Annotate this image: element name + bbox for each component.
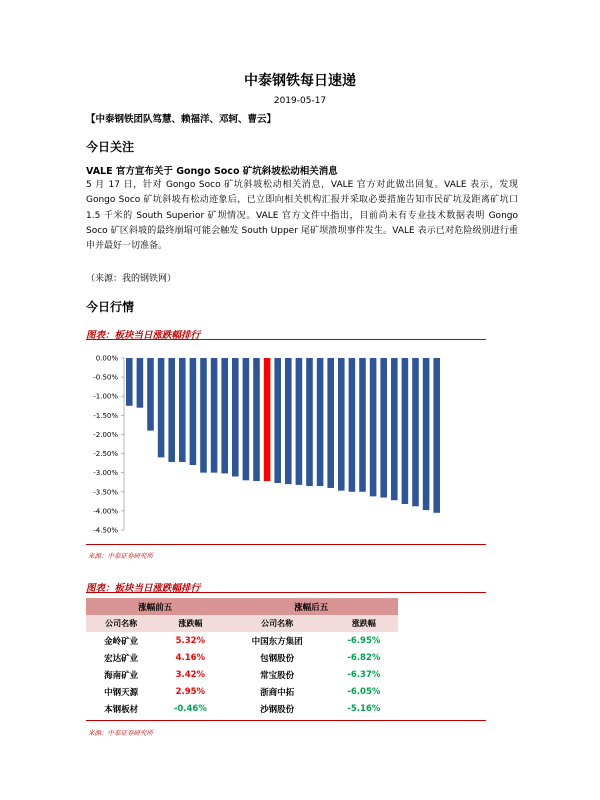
top-company-name: 宏达矿业 — [104, 653, 139, 664]
chart-bar — [221, 358, 228, 473]
report-title: 中泰钢铁每日速递 — [244, 73, 356, 89]
chart-bar — [190, 358, 197, 465]
figure-source: 来源：中泰证券研究所 — [88, 729, 153, 737]
col-company: 公司名称 — [224, 615, 329, 632]
table-row — [86, 683, 398, 700]
y-tick-label: -4.50% — [93, 526, 118, 535]
chart-bar — [264, 358, 271, 481]
figure-rule — [86, 544, 486, 545]
chart-bar — [423, 358, 430, 510]
figure-source: 来源：中泰证券研究所 — [88, 552, 153, 560]
y-tick-label: -3.00% — [93, 469, 118, 478]
bottom-change-value: -6.95% — [347, 635, 381, 646]
top-company-name: 中钢天源 — [104, 687, 139, 698]
top-change-value: -0.46% — [173, 703, 207, 714]
chart-bar — [391, 358, 398, 500]
table-row — [86, 649, 398, 666]
figure-title: 图表：板块当日涨跌幅排行 — [86, 330, 201, 341]
y-tick-label: -3.50% — [93, 488, 118, 497]
bottom-change-value: -6.05% — [347, 686, 381, 697]
section-heading-focus: 今日关注 — [86, 140, 135, 154]
team-line: 【中泰钢铁团队笃慧、赖福洋、邓轲、曹云】 — [86, 114, 277, 125]
chart-bar — [296, 358, 303, 485]
figure-title: 图表：板块当日涨跌幅排行 — [86, 583, 201, 594]
y-tick-label: -4.00% — [93, 507, 118, 516]
chart-bar — [253, 358, 260, 481]
ranking-table — [86, 598, 398, 717]
chart-bar — [137, 358, 144, 408]
chart-bar — [306, 358, 313, 486]
table-row — [86, 632, 398, 649]
bottom-company-name: 常宝股份 — [260, 670, 295, 681]
chart-bar — [232, 358, 239, 476]
top-change-value: 5.32% — [175, 635, 206, 646]
chart-bar — [147, 358, 154, 431]
chart-bar — [179, 358, 186, 462]
chart-bar — [126, 358, 133, 406]
top-five-header: 涨幅前五 — [86, 598, 224, 615]
chart-bar — [338, 358, 345, 491]
chart-bar — [158, 358, 165, 457]
news-source: （来源：我的钢铁网） — [86, 274, 177, 284]
section-heading-market: 今日行情 — [86, 300, 135, 314]
chart-bar — [211, 358, 218, 473]
bottom-five-header: 涨幅后五 — [224, 598, 398, 615]
chart-bar — [327, 358, 334, 488]
bottom-change-value: -6.82% — [347, 652, 381, 663]
ranking-column-row — [86, 615, 398, 632]
chart-bar — [317, 358, 324, 486]
figure-header — [86, 323, 486, 340]
top-company-name: 本钢板材 — [104, 704, 139, 715]
news-body: 5 月 17 日，针对 Gongo Soco 矿坑斜坡松动相关消息，VALE 官方对此做出回复。VALE 表示，发现 Gongo Soco 矿坑斜坡有松动迹象后，已立即向相关机构汇报并采取必要措施告知市民矿坑及距离矿坑口 1.5 千米的 South Superior 矿坝情况。VALE 官方文件中指出，目前尚未有专业技术数据表明 Gongo Soco 矿区斜坡的最终崩塌可能会触发 South Upper 尾矿坝溃坝事件发生。VALE 表示已对危险级别进行重申并最好一切准备。 — [86, 180, 518, 252]
sector-change-bar-chart — [86, 343, 486, 539]
top-company-name: 金岭矿业 — [104, 636, 139, 647]
chart-bar — [433, 358, 440, 513]
chart-bar — [349, 358, 356, 492]
top-change-value: 4.16% — [175, 652, 206, 663]
table-row — [86, 700, 398, 717]
chart-bar — [243, 358, 250, 480]
bottom-change-value: -6.37% — [347, 669, 381, 680]
y-tick-label: -1.00% — [93, 392, 118, 401]
report-date: 2019-05-17 — [273, 96, 327, 106]
chart-bar — [412, 358, 419, 506]
y-tick-label: -2.00% — [93, 430, 118, 439]
table-row — [86, 666, 398, 683]
col-change: 涨跌幅 — [156, 615, 224, 632]
chart-bar — [380, 358, 387, 498]
chart-bar — [200, 358, 207, 473]
figure-header — [86, 576, 486, 593]
figure-rule — [86, 720, 486, 721]
top-company-name: 海南矿业 — [104, 670, 139, 681]
ranking-group-row — [86, 598, 398, 615]
y-tick-label: -2.50% — [93, 450, 118, 459]
chart-bar — [274, 358, 281, 483]
bottom-change-value: -5.16% — [347, 703, 381, 714]
chart-bar — [402, 358, 409, 504]
bottom-company-name: 沙钢股份 — [260, 704, 295, 715]
y-tick-label: -1.50% — [93, 411, 118, 420]
chart-bar — [359, 358, 366, 492]
top-change-value: 3.42% — [175, 669, 206, 680]
top-change-value: 2.95% — [175, 686, 206, 697]
col-company: 公司名称 — [86, 615, 156, 632]
bottom-company-name: 包钢股份 — [260, 653, 295, 664]
y-tick-label: -0.50% — [93, 373, 118, 382]
bottom-company-name: 浙商中拓 — [260, 687, 295, 698]
bottom-company-name: 中国东方集团 — [251, 636, 303, 647]
y-tick-label: 0.00% — [95, 354, 118, 363]
chart-bar — [168, 358, 175, 462]
chart-bar — [370, 358, 377, 496]
col-change: 涨跌幅 — [330, 615, 398, 632]
news-title: VALE 官方宣布关于 Gongo Soco 矿坑斜坡松动相关消息 — [86, 166, 338, 177]
chart-bar — [285, 358, 292, 484]
